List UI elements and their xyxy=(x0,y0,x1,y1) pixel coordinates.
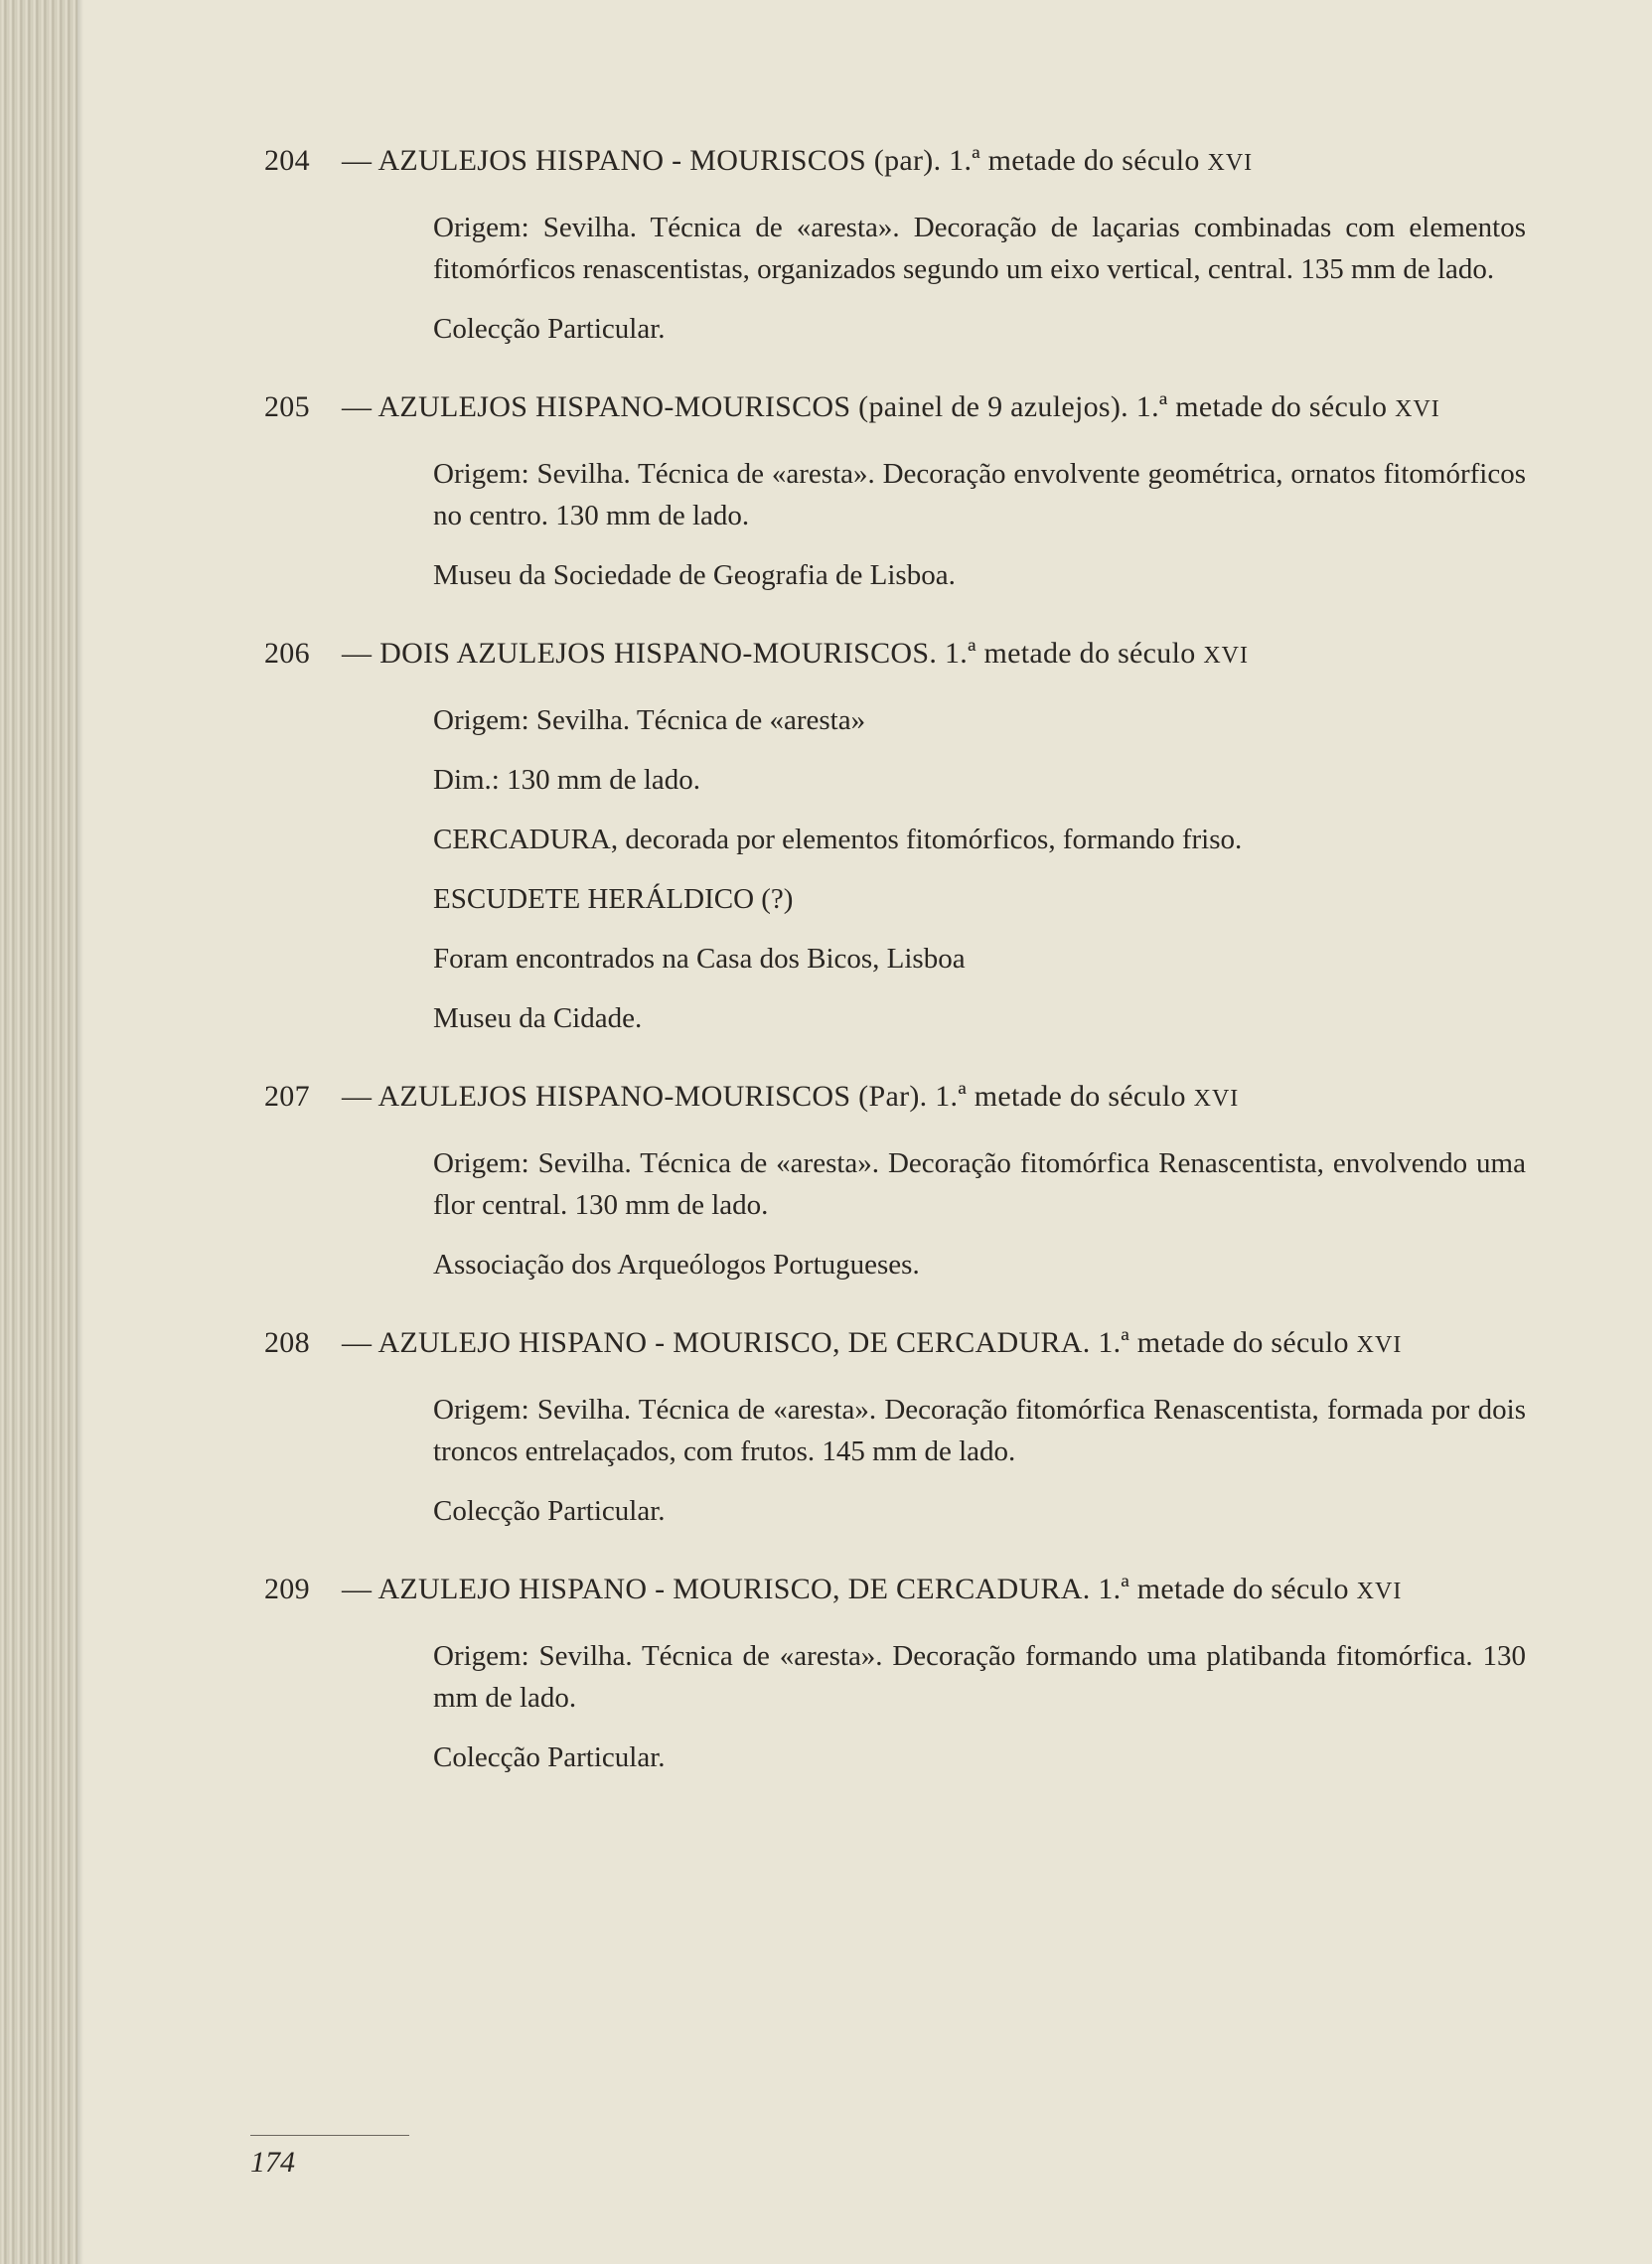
entry-title: — AZULEJO HISPANO - MOURISCO, DE CERCADURA. 1.ª metade do século xyxy=(342,1326,1349,1359)
entry-title: — AZULEJO HISPANO - MOURISCO, DE CERCADURA. 1.ª metade do século xyxy=(342,1573,1349,1605)
entry-heading xyxy=(264,139,1540,185)
entry-origin: Origem: Sevilha. Técnica de «aresta» xyxy=(433,704,866,736)
footer-rule xyxy=(250,2135,409,2136)
entry-collection: Associação dos Arqueólogos Portugueses. xyxy=(433,1249,920,1281)
entry-collection: Colecção Particular. xyxy=(433,1495,666,1527)
entry-collection: Museu da Sociedade de Geografia de Lisboa. xyxy=(433,559,956,591)
entry-description: Origem: Sevilha. Técnica de «aresta». Decoração envolvente geométrica, ornatos fitomórficos no centro. 130 mm de lado. xyxy=(433,458,1526,531)
entry-found-location: Foram encontrados na Casa dos Bicos, Lisboa xyxy=(433,943,966,975)
entry-209 xyxy=(264,1568,1540,1778)
entry-title: — AZULEJOS HISPANO - MOURISCOS (par). 1.ª metade do século xyxy=(342,144,1200,177)
entry-cercadura: CERCADURA, decorada por elementos fitomórficos, formando friso. xyxy=(433,824,1243,855)
entry-description: Origem: Sevilha. Técnica de «aresta». Decoração fitomórfica Renascentista, envolvendo uma flor central. 130 mm de lado. xyxy=(433,1147,1526,1221)
entry-dimensions: Dim.: 130 mm de lado. xyxy=(433,764,701,796)
catalogue-entries xyxy=(264,139,1540,1814)
entry-206 xyxy=(264,632,1540,1039)
entry-heading xyxy=(264,385,1540,431)
entry-description: Origem: Sevilha. Técnica de «aresta». Decoração fitomórfica Renascentista, formada por dois troncos entrelaçados, com frutos. 145 mm de lado. xyxy=(433,1394,1526,1467)
page-number: 174 xyxy=(250,2146,295,2179)
entry-number: 206 xyxy=(264,637,310,670)
entry-description: Origem: Sevilha. Técnica de «aresta». Decoração de laçarias combinadas com elementos fitomórficos renascentistas, organizados segundo um eixo vertical, central. 135 mm de lado. xyxy=(433,212,1526,285)
entry-century: XVI xyxy=(1203,643,1249,669)
entry-title: — AZULEJOS HISPANO-MOURISCOS (Par). 1.ª metade do século xyxy=(342,1080,1186,1113)
entry-collection: Museu da Cidade. xyxy=(433,1002,643,1034)
entry-number: 207 xyxy=(264,1080,310,1113)
entry-collection: Colecção Particular. xyxy=(433,1741,666,1773)
entry-escudete: ESCUDETE HERÁLDICO (?) xyxy=(433,883,794,915)
entry-207 xyxy=(264,1075,1540,1285)
entry-heading xyxy=(264,1321,1540,1367)
entry-century: XVI xyxy=(1356,1579,1403,1604)
entry-century: XVI xyxy=(1207,150,1254,176)
entry-heading xyxy=(264,632,1540,678)
entry-number: 208 xyxy=(264,1326,310,1359)
entry-century: XVI xyxy=(1356,1332,1403,1358)
entry-description: Origem: Sevilha. Técnica de «aresta». Decoração formando uma platibanda fitomórfica. 130 mm de lado. xyxy=(433,1640,1526,1714)
entry-title: — AZULEJOS HISPANO-MOURISCOS (painel de 9 azulejos). 1.ª metade do século xyxy=(342,390,1388,423)
entry-number: 204 xyxy=(264,144,310,177)
entry-204 xyxy=(264,139,1540,350)
entry-century: XVI xyxy=(1395,396,1440,422)
entry-205 xyxy=(264,385,1540,596)
entry-heading xyxy=(264,1075,1540,1121)
entry-century: XVI xyxy=(1193,1086,1240,1112)
entry-number: 209 xyxy=(264,1573,310,1605)
entry-heading xyxy=(264,1568,1540,1613)
entry-title: — DOIS AZULEJOS HISPANO-MOURISCOS. 1.ª metade do século xyxy=(342,637,1196,670)
entry-number: 205 xyxy=(264,390,310,423)
entry-collection: Colecção Particular. xyxy=(433,313,666,345)
entry-208 xyxy=(264,1321,1540,1532)
book-page-edge xyxy=(0,0,77,2264)
